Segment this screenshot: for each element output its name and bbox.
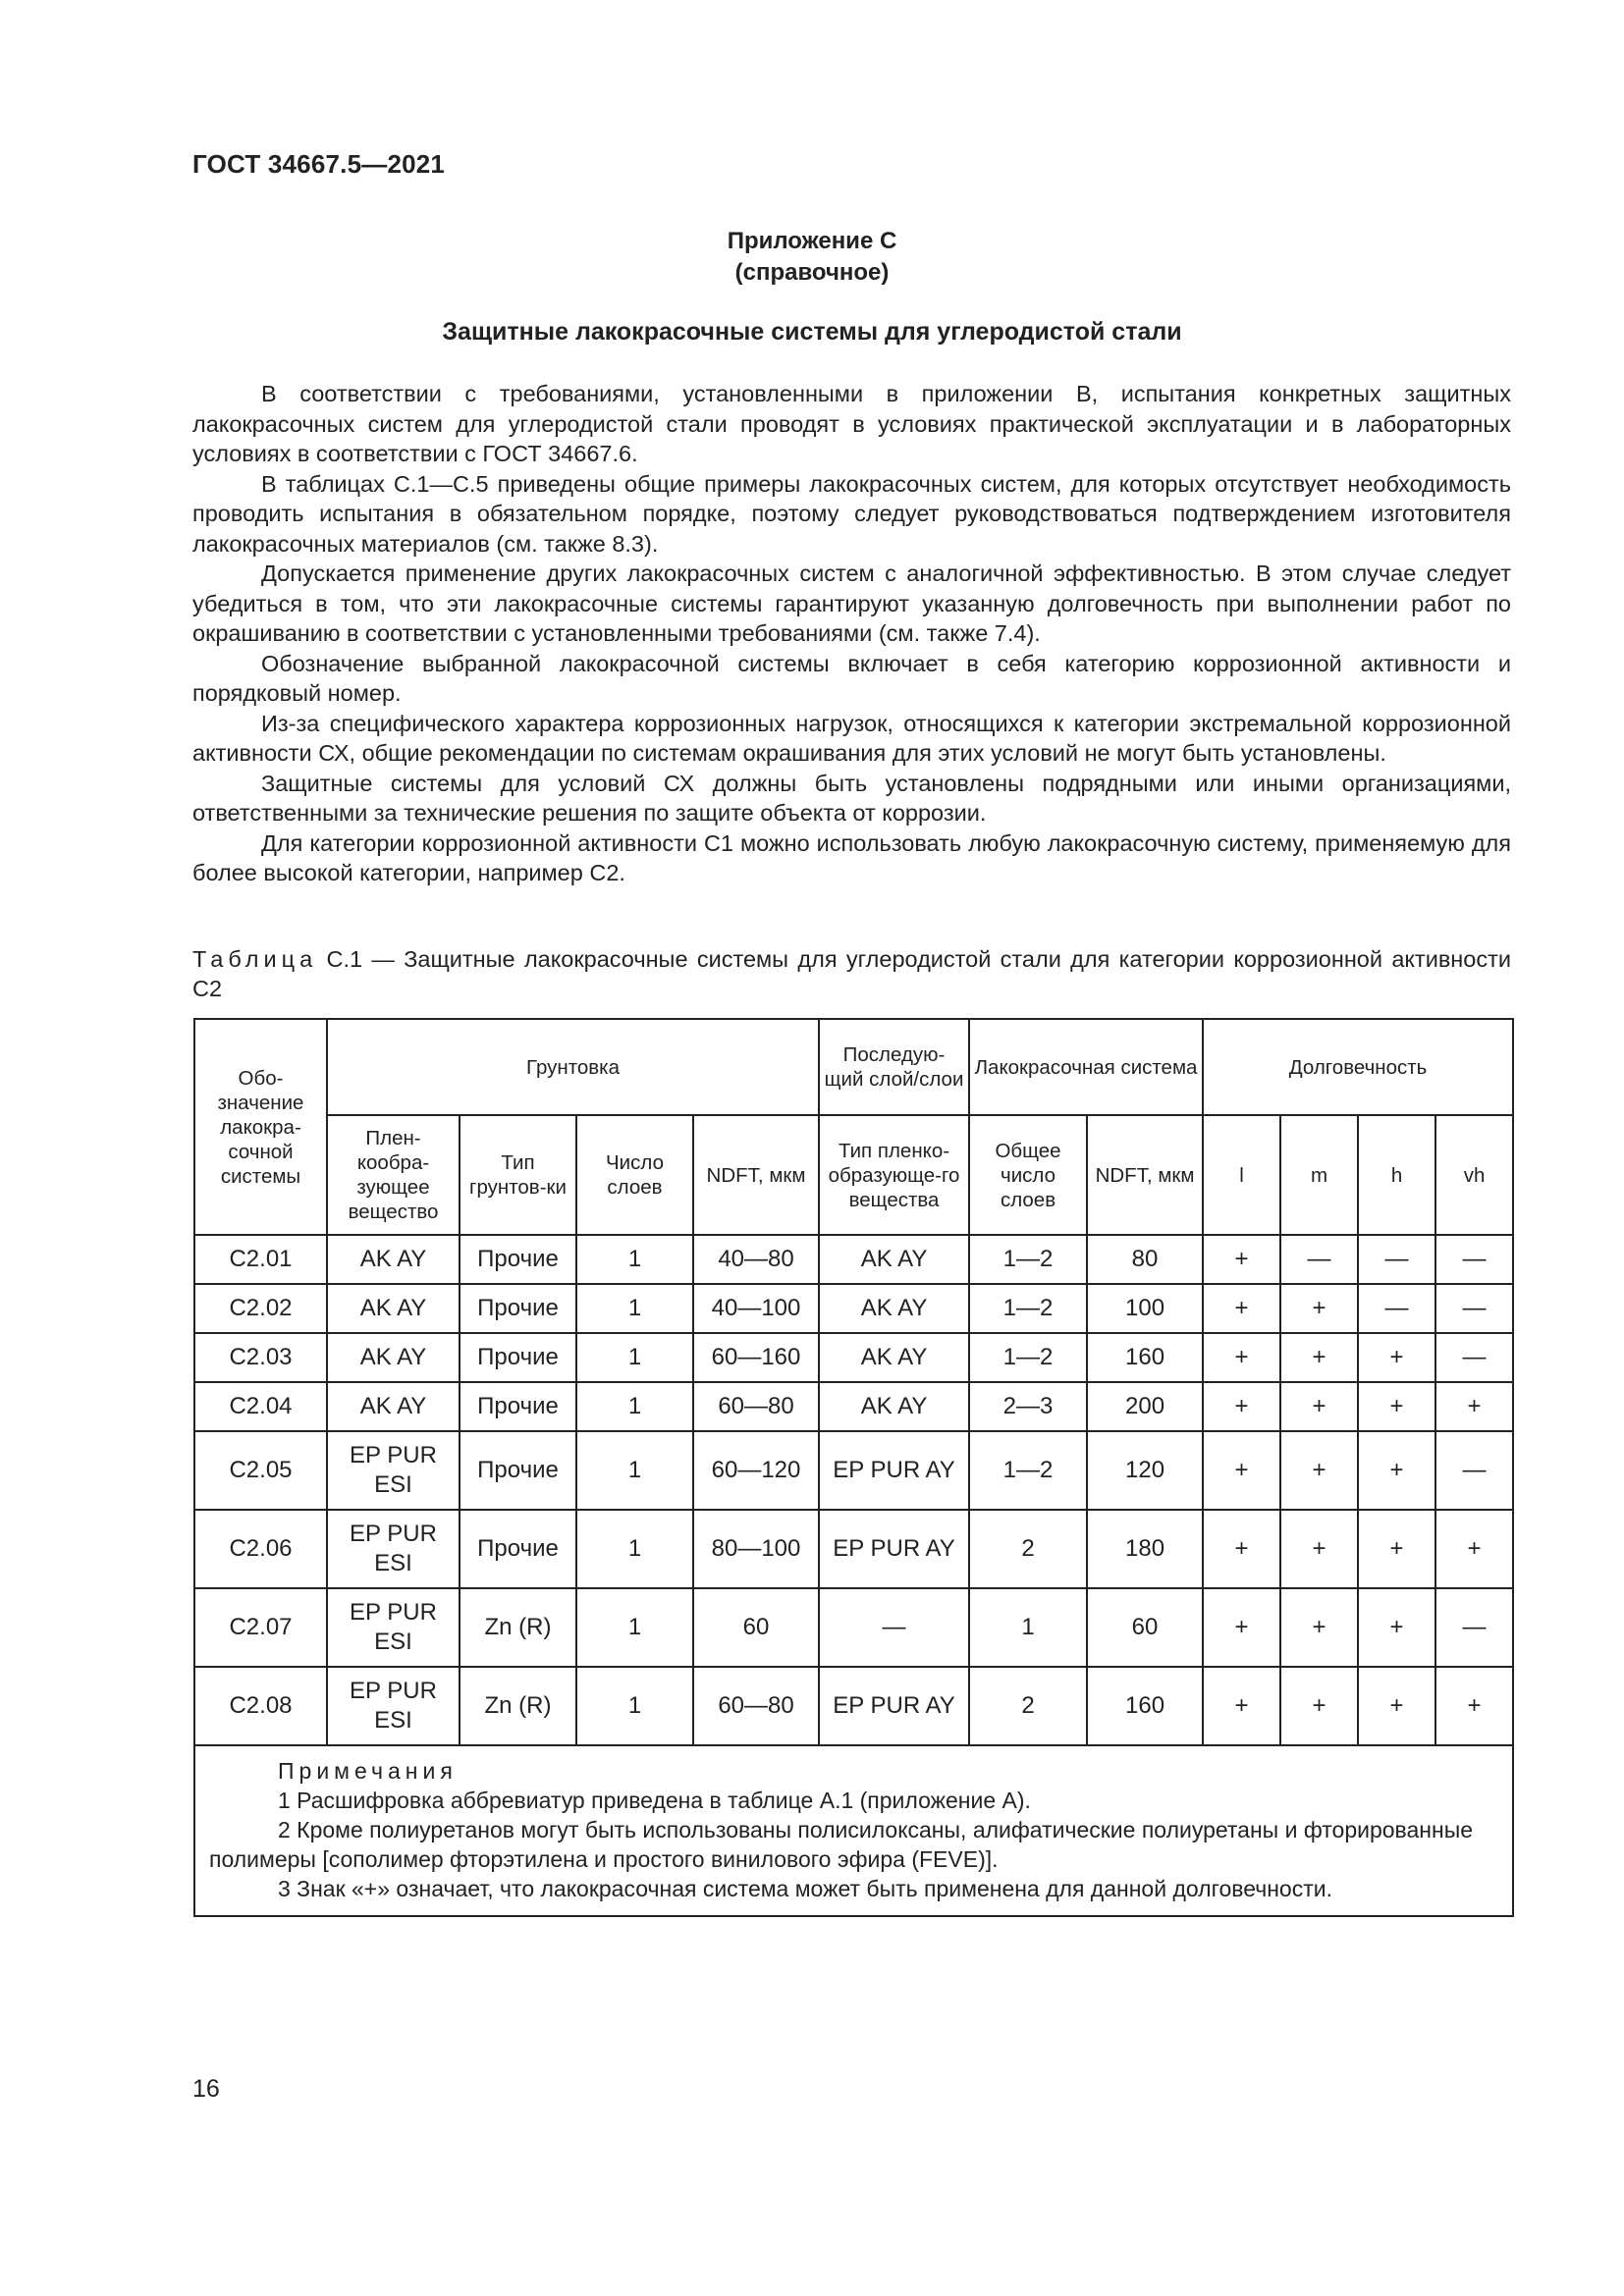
cell-durability-l: + xyxy=(1203,1333,1280,1382)
notes-title: Примечания xyxy=(278,1758,458,1784)
cell-designation: C2.04 xyxy=(194,1382,327,1431)
cell-binder: AK AY xyxy=(327,1284,460,1333)
cell-ndft: 60—120 xyxy=(693,1431,819,1510)
cell-total-coats: 1 xyxy=(969,1588,1087,1667)
cell-durability-l: + xyxy=(1203,1510,1280,1588)
section-title: Защитные лакокрасочные системы для углеродистой стали xyxy=(442,318,1182,346)
cell-subsequent-layer: EP PUR AY xyxy=(819,1510,969,1588)
paragraph: Защитные системы для условий СХ должны быть установлены подрядными или иными организациями, ответственными за технические решения по защите объекта от коррозии. xyxy=(192,770,1511,826)
header-durability-h: h xyxy=(1358,1115,1435,1235)
appendix-title: Приложение С xyxy=(727,228,897,254)
cell-subsequent-layer: AK AY xyxy=(819,1284,969,1333)
cell-binder: AK AY xyxy=(327,1235,460,1284)
cell-durability-m: + xyxy=(1280,1382,1358,1431)
table-row xyxy=(194,1431,1513,1510)
cell-primer-type: Zn (R) xyxy=(460,1588,576,1667)
table-caption xyxy=(192,944,1511,1003)
cell-coats: 1 xyxy=(576,1382,693,1431)
cell-system-ndft: 180 xyxy=(1087,1510,1203,1588)
paragraph: В соответствии с требованиями, установленными в приложении В, испытания конкретных защитных лакокрасочных систем для углеродистой стали проводят в условиях практической эксплуатации и в лабораторных условиях в соответствии с ГОСТ 34667.6. xyxy=(192,381,1511,466)
header-durability: Долговечность xyxy=(1203,1019,1513,1115)
paragraph: Допускается применение других лакокрасочных систем с аналогичной эффективностью. В этом случае следует убедиться в том, что эти лакокрасочные системы гарантируют указанную долговечность при выполнении работ по окрашиванию в соответствии с установленными требованиями (см. также 7.4). xyxy=(192,561,1511,646)
cell-system-ndft: 200 xyxy=(1087,1382,1203,1431)
table-row xyxy=(194,1667,1513,1745)
table-caption-text: С.1 — Защитные лакокрасочные системы для углеродистой стали для категории коррозионной активности С2 xyxy=(192,946,1511,1001)
cell-durability-m: + xyxy=(1280,1667,1358,1745)
cell-binder: EP PUR ESI xyxy=(327,1510,460,1588)
cell-ndft: 60 xyxy=(693,1588,819,1667)
header-total-coats: Общее число слоев xyxy=(969,1115,1087,1235)
paragraph: В таблицах С.1—С.5 приведены общие примеры лакокрасочных систем, для которых отсутствует необходимость проводить испытания в обязательном порядке, поэтому следует руководствоваться подтверждением изготовителя лакокрасочных материалов (см. также 8.3). xyxy=(192,470,1511,557)
header-paint-system: Лакокрасочная система xyxy=(969,1019,1203,1115)
table-row xyxy=(194,1333,1513,1382)
cell-designation: C2.01 xyxy=(194,1235,327,1284)
cell-durability-vh: — xyxy=(1435,1284,1513,1333)
cell-system-ndft: 80 xyxy=(1087,1235,1203,1284)
page-number: 16 xyxy=(192,2075,220,2103)
cell-ndft: 40—100 xyxy=(693,1284,819,1333)
header-primer: Грунтовка xyxy=(327,1019,819,1115)
cell-coats: 1 xyxy=(576,1510,693,1588)
table-caption-label: Таблица xyxy=(192,946,318,972)
cell-subsequent-layer: EP PUR AY xyxy=(819,1667,969,1745)
cell-coats: 1 xyxy=(576,1284,693,1333)
cell-durability-h: — xyxy=(1358,1284,1435,1333)
header-primer-type: Тип грунтов-ки xyxy=(460,1115,576,1235)
header-durability-vh: vh xyxy=(1435,1115,1513,1235)
header-ndft: NDFT, мкм xyxy=(693,1115,819,1235)
table-row xyxy=(194,1382,1513,1431)
cell-durability-vh: + xyxy=(1435,1667,1513,1745)
cell-subsequent-layer: AK AY xyxy=(819,1382,969,1431)
cell-designation: C2.03 xyxy=(194,1333,327,1382)
paint-systems-table xyxy=(193,1018,1514,1917)
cell-coats: 1 xyxy=(576,1235,693,1284)
cell-coats: 1 xyxy=(576,1431,693,1510)
paragraph: Из-за специфического характера коррозионных нагрузок, относящихся к категории экстремальной коррозионной активности СХ, общие рекомендации по системам окрашивания для этих условий не могут быть установлены. xyxy=(192,710,1511,766)
cell-system-ndft: 160 xyxy=(1087,1667,1203,1745)
cell-system-ndft: 160 xyxy=(1087,1333,1203,1382)
cell-durability-h: — xyxy=(1358,1235,1435,1284)
standard-header: ГОСТ 34667.5—2021 xyxy=(192,149,446,179)
cell-primer-type: Прочие xyxy=(460,1431,576,1510)
cell-durability-vh: + xyxy=(1435,1510,1513,1588)
cell-durability-m: + xyxy=(1280,1333,1358,1382)
header-durability-l: l xyxy=(1203,1115,1280,1235)
table-row xyxy=(194,1235,1513,1284)
cell-durability-vh: — xyxy=(1435,1431,1513,1510)
cell-durability-vh: — xyxy=(1435,1333,1513,1382)
cell-ndft: 80—100 xyxy=(693,1510,819,1588)
cell-primer-type: Прочие xyxy=(460,1284,576,1333)
cell-designation: C2.07 xyxy=(194,1588,327,1667)
header-coats: Число слоев xyxy=(576,1115,693,1235)
notes-row xyxy=(194,1745,1513,1916)
cell-durability-m: + xyxy=(1280,1588,1358,1667)
cell-coats: 1 xyxy=(576,1333,693,1382)
header-subsequent-layer: Последую-щий слой/слои xyxy=(819,1019,969,1115)
cell-system-ndft: 100 xyxy=(1087,1284,1203,1333)
header-system-ndft: NDFT, мкм xyxy=(1087,1115,1203,1235)
cell-primer-type: Прочие xyxy=(460,1510,576,1588)
cell-primer-type: Прочие xyxy=(460,1235,576,1284)
cell-durability-vh: + xyxy=(1435,1382,1513,1431)
cell-binder: AK AY xyxy=(327,1333,460,1382)
cell-durability-l: + xyxy=(1203,1382,1280,1431)
cell-primer-type: Прочие xyxy=(460,1382,576,1431)
cell-primer-type: Zn (R) xyxy=(460,1667,576,1745)
note-item: 1 Расшифровка аббревиатур приведена в таблице А.1 (приложение А). xyxy=(278,1788,1031,1813)
cell-system-ndft: 60 xyxy=(1087,1588,1203,1667)
body-text xyxy=(192,379,1511,888)
appendix-heading xyxy=(0,226,1624,289)
cell-coats: 1 xyxy=(576,1667,693,1745)
table-row xyxy=(194,1284,1513,1333)
cell-durability-h: + xyxy=(1358,1431,1435,1510)
cell-binder: AK AY xyxy=(327,1382,460,1431)
cell-durability-m: + xyxy=(1280,1431,1358,1510)
cell-total-coats: 1—2 xyxy=(969,1235,1087,1284)
cell-durability-m: — xyxy=(1280,1235,1358,1284)
cell-subsequent-layer: AK AY xyxy=(819,1333,969,1382)
cell-durability-vh: — xyxy=(1435,1235,1513,1284)
cell-subsequent-layer: EP PUR AY xyxy=(819,1431,969,1510)
cell-durability-vh: — xyxy=(1435,1588,1513,1667)
header-film-type: Тип пленко-образующе-го вещества xyxy=(819,1115,969,1235)
cell-total-coats: 2—3 xyxy=(969,1382,1087,1431)
cell-primer-type: Прочие xyxy=(460,1333,576,1382)
cell-total-coats: 1—2 xyxy=(969,1284,1087,1333)
table-row xyxy=(194,1510,1513,1588)
cell-binder: EP PUR ESI xyxy=(327,1588,460,1667)
cell-durability-l: + xyxy=(1203,1431,1280,1510)
table-row xyxy=(194,1588,1513,1667)
cell-designation: C2.05 xyxy=(194,1431,327,1510)
cell-durability-h: + xyxy=(1358,1667,1435,1745)
table-notes xyxy=(194,1745,1513,1916)
cell-system-ndft: 120 xyxy=(1087,1431,1203,1510)
header-binder: Плен-кообра-зующее вещество xyxy=(327,1115,460,1235)
cell-subsequent-layer: AK AY xyxy=(819,1235,969,1284)
cell-binder: EP PUR ESI xyxy=(327,1667,460,1745)
cell-durability-h: + xyxy=(1358,1382,1435,1431)
paragraph: Обозначение выбранной лакокрасочной системы включает в себя категорию коррозионной активности и порядковый номер. xyxy=(192,650,1511,706)
cell-ndft: 60—160 xyxy=(693,1333,819,1382)
cell-durability-l: + xyxy=(1203,1667,1280,1745)
cell-total-coats: 1—2 xyxy=(969,1431,1087,1510)
cell-durability-l: + xyxy=(1203,1235,1280,1284)
cell-total-coats: 2 xyxy=(969,1667,1087,1745)
appendix-subtitle: (справочное) xyxy=(734,259,890,286)
cell-binder: EP PUR ESI xyxy=(327,1431,460,1510)
cell-durability-h: + xyxy=(1358,1588,1435,1667)
cell-ndft: 60—80 xyxy=(693,1382,819,1431)
header-designation: Обо-значение лакокра-сочной системы xyxy=(194,1019,327,1235)
paragraph: Для категории коррозионной активности С1 можно использовать любую лакокрасочную систему, применяемую для более высокой категории, например С2. xyxy=(192,829,1511,885)
cell-total-coats: 1—2 xyxy=(969,1333,1087,1382)
cell-durability-h: + xyxy=(1358,1333,1435,1382)
cell-designation: C2.02 xyxy=(194,1284,327,1333)
cell-durability-h: + xyxy=(1358,1510,1435,1588)
cell-durability-l: + xyxy=(1203,1284,1280,1333)
note-item: 2 Кроме полиуретанов могут быть использованы полисилоксаны, алифатические полиуретаны и фторированные полимеры [сополимер фторэтилена и простого винилового эфира (FEVE)]. xyxy=(209,1817,1474,1872)
cell-subsequent-layer: — xyxy=(819,1588,969,1667)
note-item: 3 Знак «+» означает, что лакокрасочная система может быть применена для данной долговечности. xyxy=(278,1876,1332,1901)
cell-designation: C2.08 xyxy=(194,1667,327,1745)
cell-ndft: 40—80 xyxy=(693,1235,819,1284)
cell-durability-m: + xyxy=(1280,1510,1358,1588)
cell-total-coats: 2 xyxy=(969,1510,1087,1588)
cell-coats: 1 xyxy=(576,1588,693,1667)
cell-durability-l: + xyxy=(1203,1588,1280,1667)
header-durability-m: m xyxy=(1280,1115,1358,1235)
cell-durability-m: + xyxy=(1280,1284,1358,1333)
cell-ndft: 60—80 xyxy=(693,1667,819,1745)
cell-designation: C2.06 xyxy=(194,1510,327,1588)
